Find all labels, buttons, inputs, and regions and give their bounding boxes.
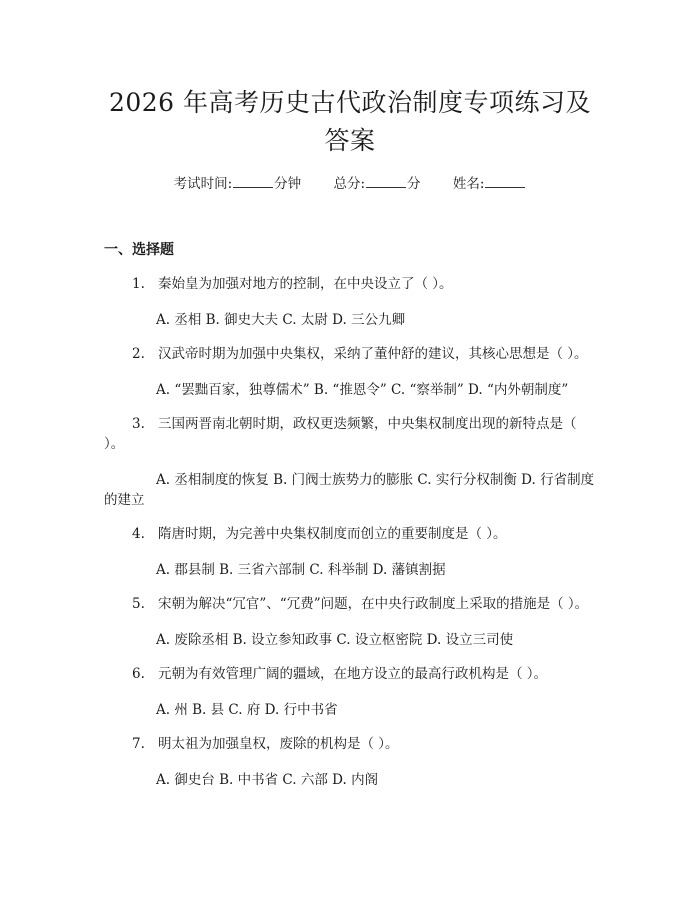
question-item — [104, 274, 596, 330]
question-number: 4. — [132, 526, 145, 542]
question-item — [104, 664, 596, 720]
question-text: 汉武帝时期为加强中央集权，采纳了董仲舒的建议，其核心思想是（ ）。 — [158, 346, 588, 362]
question-text: 明太祖为加强皇权，废除的机构是（ ）。 — [158, 736, 399, 752]
question-options: A. “罢黜百家，独尊儒术” B. “推恩令” C. “察举制” D. “内外朝制度” — [156, 382, 569, 398]
student-name-label: 姓名: — [452, 176, 485, 192]
question-number: 7. — [132, 736, 145, 752]
question-item — [104, 524, 596, 580]
question-stem — [104, 524, 596, 544]
question-stem — [104, 734, 596, 754]
question-stem — [104, 344, 596, 364]
question-item — [104, 734, 596, 790]
total-score-field — [333, 174, 420, 194]
question-number: 1. — [132, 276, 145, 292]
student-name-blank — [485, 175, 525, 188]
question-number: 5. — [132, 596, 145, 612]
question-text: 三国两晋南北朝时期，政权更迭频繁，中央集权制度出现的新特点是（ ）。 — [104, 416, 577, 452]
question-stem — [104, 274, 596, 294]
section-heading: 一、选择题 — [104, 242, 174, 258]
question-item — [104, 344, 596, 400]
question-text: 隋唐时期，为完善中央集权制度而创立的重要制度是（ ）。 — [158, 526, 507, 542]
total-score-unit: 分 — [407, 176, 421, 192]
question-item — [104, 414, 596, 510]
question-stem — [104, 594, 596, 614]
question-options: A. 郡县制 B. 三省六部制 C. 科举制 D. 藩镇割据 — [156, 562, 446, 578]
question-text: 宋朝为解决“冗官”、“冗费”问题，在中央行政制度上采取的措施是（ ）。 — [158, 596, 589, 612]
exam-time-blank — [233, 175, 273, 188]
question-options: A. 丞相 B. 御史大夫 C. 太尉 D. 三公九卿 — [156, 312, 406, 328]
question-text: 秦始皇为加强对地方的控制，在中央设立了（ ）。 — [158, 276, 453, 292]
total-score-blank — [366, 175, 406, 188]
question-list — [104, 274, 596, 790]
exam-time-unit: 分钟 — [274, 176, 302, 192]
question-number: 6. — [132, 666, 145, 682]
page-title: 2026 年高考历史古代政治制度专项练习及答案 — [108, 88, 592, 155]
question-number: 3. — [132, 416, 145, 432]
question-stem — [104, 664, 596, 684]
question-options: A. 州 B. 县 C. 府 D. 行中书省 — [156, 702, 338, 718]
exam-time-label: 考试时间: — [173, 176, 233, 192]
exam-time-field — [174, 174, 302, 194]
question-options: A. 御史台 B. 中书省 C. 六部 D. 内阁 — [156, 772, 379, 788]
question-stem — [104, 414, 596, 454]
student-name-field — [453, 174, 527, 194]
question-options: A. 废除丞相 B. 设立参知政事 C. 设立枢密院 D. 设立三司使 — [156, 632, 514, 648]
question-options: A. 丞相制度的恢复 B. 门阀士族势力的膨胀 C. 实行分权制衡 D. 行省制度的建立 — [104, 472, 595, 508]
total-score-label: 总分: — [333, 176, 366, 192]
question-text: 元朝为有效管理广阔的疆域，在地方设立的最高行政机构是（ ）。 — [158, 666, 548, 682]
question-item — [104, 594, 596, 650]
exam-info-row — [104, 174, 596, 194]
question-number: 2. — [132, 346, 145, 362]
